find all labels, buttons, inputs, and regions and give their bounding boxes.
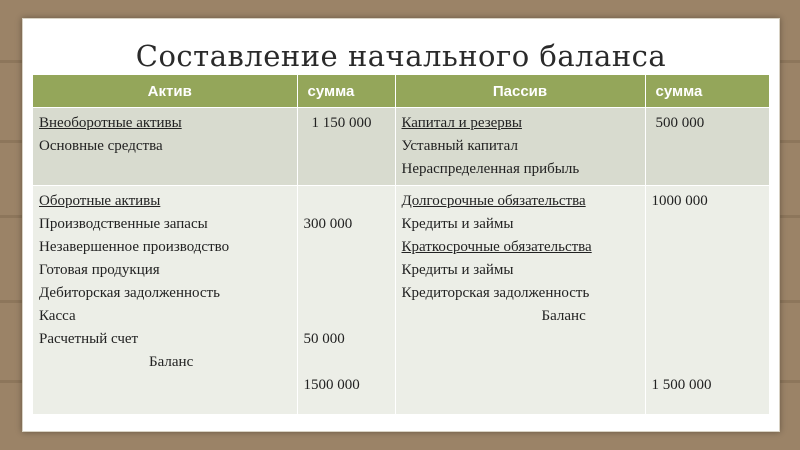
row2-passiv-longterm-heading: Долгосрочные обязательства (401, 193, 586, 209)
row2-aktiv-sum-1: 300 000 (303, 216, 353, 232)
row2-passiv-longterm-item: Кредиты и займы (401, 216, 514, 232)
row1-passiv-heading: Капитал и резервы (401, 115, 522, 131)
row1-aktiv-item: Основные средства (39, 138, 163, 154)
row2-aktiv-heading: Оборотные активы (39, 193, 161, 209)
row2-aktiv-item: Незавершенное производство (39, 239, 230, 255)
row2-aktiv-item: Готовая продукция (39, 262, 160, 278)
row2-aktiv-item: Дебиторская задолженность (39, 285, 220, 301)
header-aktiv: Актив (33, 75, 297, 108)
header-passiv: Пассив (395, 75, 645, 108)
header-passiv-sum: сумма (645, 75, 769, 108)
row2-passiv-shortterm-item: Кредиты и займы (401, 262, 514, 278)
slide-title: Составление начального баланса (135, 39, 667, 73)
row2-aktiv-item: Производственные запасы (39, 216, 208, 232)
row1-aktiv-heading: Внеоборотные активы (39, 115, 182, 131)
table-row (33, 108, 769, 186)
row1-aktiv-sum: 1 150 000 (311, 115, 372, 131)
row2-aktiv-sum-total: 1500 000 (303, 377, 360, 393)
row2-aktiv-cell (33, 186, 297, 415)
row2-passiv-total-label: Баланс (541, 308, 586, 324)
row2-aktiv-total-label: Баланс (149, 354, 194, 370)
row2-aktiv-item: Касса (39, 308, 76, 324)
row2-passiv-sum-cell (645, 186, 769, 415)
balance-table (33, 75, 769, 414)
header-aktiv-sum: сумма (297, 75, 395, 108)
row1-passiv-item: Нераспределенная прибыль (401, 161, 580, 177)
row1-passiv-item: Уставный капитал (401, 138, 518, 154)
row2-aktiv-item: Расчетный счет (39, 331, 139, 347)
table-row (33, 186, 769, 415)
row2-passiv-sum-total: 1 500 000 (651, 377, 712, 393)
row2-passiv-sum-1: 1000 000 (651, 193, 708, 209)
row2-passiv-shortterm-item: Кредиторская задолженность (401, 285, 590, 301)
row1-passiv-cell (395, 108, 645, 186)
table-header-row (33, 75, 769, 108)
row1-aktiv-sum-cell (297, 108, 395, 186)
slide (22, 18, 780, 432)
row1-aktiv-cell (33, 108, 297, 186)
row2-aktiv-sum-2: 50 000 (303, 331, 345, 347)
row2-passiv-shortterm-heading: Краткосрочные обязательства (401, 239, 592, 255)
row2-passiv-cell (395, 186, 645, 415)
row1-passiv-sum-cell (645, 108, 769, 186)
row2-aktiv-sum-cell (297, 186, 395, 415)
row1-passiv-sum: 500 000 (655, 115, 705, 131)
